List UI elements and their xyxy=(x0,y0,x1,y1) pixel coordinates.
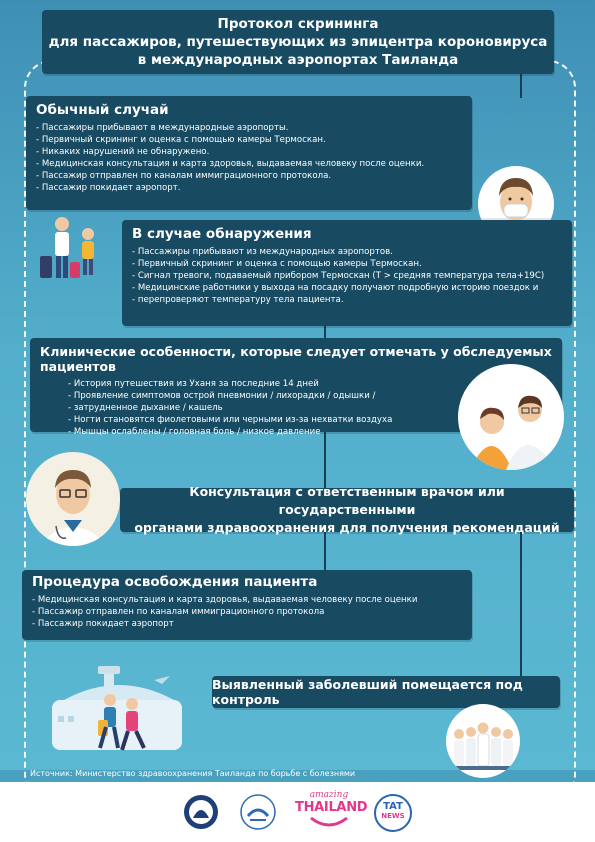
footer xyxy=(0,782,595,842)
normal-case-heading: Обычный случай xyxy=(36,102,169,118)
list-item: - Пассажир отправлен по каналам иммиграционного протокола xyxy=(32,606,462,618)
list-item: - Мышцы ослаблены / головная боль / низкое давление xyxy=(68,426,552,438)
list-item: - Сигнал тревоги, подаваемый прибором Термоскан (T > средняя температура тела+19С) xyxy=(132,270,562,282)
list-item: - затрудненное дыхание / кашель xyxy=(68,402,552,414)
list-item: - Проявление симптомов острой пневмонии / лихорадки / одышки / xyxy=(68,390,552,402)
airport-logo-icon xyxy=(240,794,276,834)
list-item: - Первичный скрининг и оценка с помощью камеры Термоскан. xyxy=(132,258,562,270)
doctor-illustration xyxy=(26,452,120,546)
title-line-1: Протокол скрининга xyxy=(217,16,379,32)
list-item: - Медицинская консультация и карта здоровья, выдаваемая человеку после оценки. xyxy=(36,158,462,170)
logo-thailand-text: THAILAND xyxy=(295,800,368,815)
medical-team-illustration xyxy=(446,704,520,778)
normal-case-card xyxy=(26,96,472,210)
amazing-thailand-logo xyxy=(295,790,368,834)
list-item: - Первичный скрининг и оценка с помощью камеры Термоскан. xyxy=(36,134,462,146)
list-item: - Медицинские работники у выхода на посадку получают подробную историю поездок и xyxy=(132,282,562,294)
title-line-2: для пассажиров, путешествующих из эпицентра короновируса xyxy=(48,34,548,50)
list-item: - Пассажиры прибывают в международные аэропорты. xyxy=(36,122,462,134)
connector xyxy=(520,74,522,98)
list-item: - Пассажир покидает аэропорт xyxy=(32,618,462,630)
logo-news-text: NEWS xyxy=(381,812,405,820)
detection-case-heading: В случае обнаружения xyxy=(132,226,312,242)
connector xyxy=(324,532,326,572)
airport-illustration xyxy=(44,660,194,760)
release-heading: Процедура освобождения пациента xyxy=(32,574,318,590)
connector xyxy=(324,432,326,488)
ministry-seal-icon xyxy=(183,794,219,834)
list-item: - Медицинская консультация и карта здоровья, выдаваемая человеку после оценки xyxy=(32,594,462,606)
consultation-line-1: Консультация с ответственным врачом или государственными xyxy=(189,484,505,517)
list-item: - История путешествия из Уханя за последние 14 дней xyxy=(68,378,552,390)
list-item: - Ногти становятся фиолетовыми или черными из-за нехватки воздуха xyxy=(68,414,552,426)
detection-case-card xyxy=(122,220,572,326)
logo-amazing-text: amazing xyxy=(309,790,349,800)
connector xyxy=(520,532,522,676)
travelers-illustration xyxy=(28,210,118,290)
list-item: - Никаких нарушений не обнаружено. xyxy=(36,146,462,158)
list-item: - Пассажир покидает аэропорт. xyxy=(36,182,462,194)
consultation-line-2: органами здравоохранения для получения рекомендаций xyxy=(134,520,560,535)
logo-tat-text: TAT xyxy=(383,801,403,812)
list-item: - Пассажиры прибывают из международных аэропортов. xyxy=(132,246,562,258)
list-item: - Пассажир отправлен по каналам иммиграционного протокола. xyxy=(36,170,462,182)
smile-swoosh-icon xyxy=(295,816,363,830)
title-box xyxy=(42,10,554,74)
quarantine-text: Выявленный заболевший помещается под контроль xyxy=(212,677,523,707)
title-line-3: в международных аэропортах Таиланда xyxy=(137,52,459,68)
list-item: - перепроверяют температуру тела пациента. xyxy=(132,294,562,306)
doctor-patient-illustration xyxy=(458,364,564,470)
source-note: Источник: Министерство здравоохранения Таиланда по борьбе с болезнями xyxy=(30,769,356,778)
consultation-box xyxy=(120,484,574,535)
clinical-heading: Клинические особенности, которые следует отмечать у обследуемых пациентов xyxy=(40,344,552,374)
tat-news-logo xyxy=(374,794,412,832)
release-card xyxy=(22,570,472,640)
quarantine-box xyxy=(212,676,560,708)
